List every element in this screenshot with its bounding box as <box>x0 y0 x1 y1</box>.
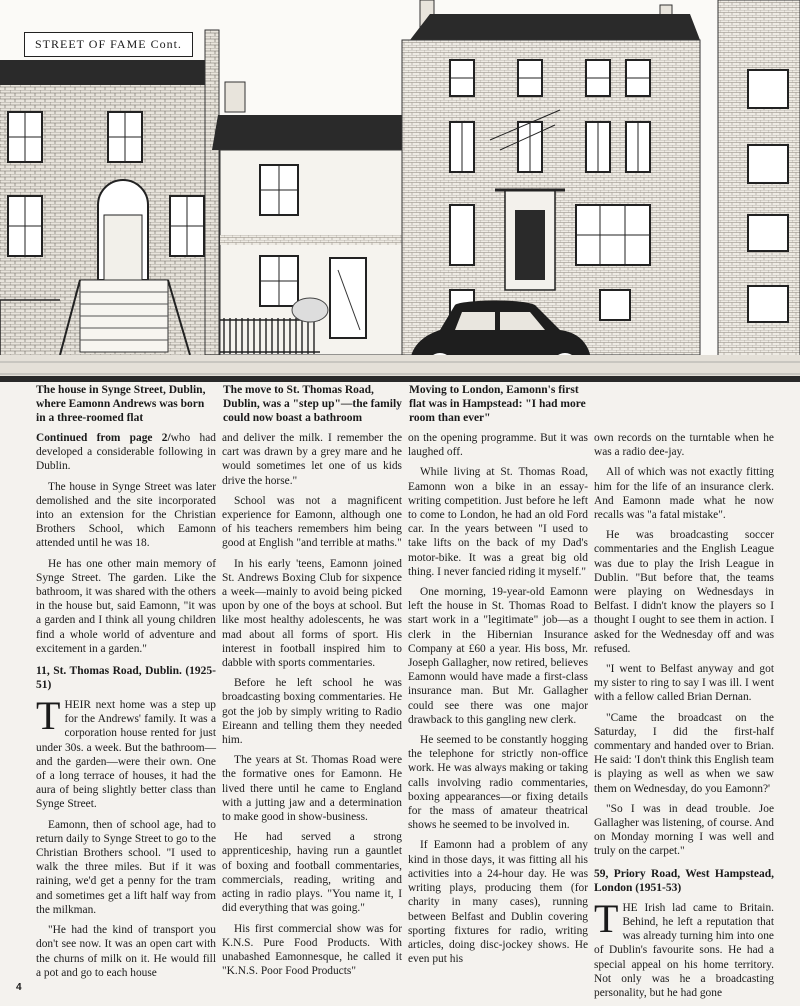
article-column-1 <box>36 431 216 986</box>
paragraph-text: Irish lad came to Britain. Behind, he left a reputation that was already turning him into one of Dublin's favourite sons. He had a special appeal on his home territory. Not only was he a broadcasting personality, but he had gone <box>594 901 774 999</box>
paragraph: He seemed to be constantly hogging the telephone for strictly non-office work. He was always making or taking calls involving radio commentaries, boxing appearances—or fixing details for the mass of amateur theatrical shows he seemed to be involved in. <box>408 734 588 832</box>
paragraph-dropcap <box>594 895 774 1000</box>
paragraph: and deliver the milk. I remember the cart was drawn by a grey mare and he would sometimes let one of us kids drive the horse." <box>222 432 402 487</box>
paragraph: The house in Synge Street was later demolished and the site incorporated into an extension for the Christian Brothers School, which Eamonn attended until he was 18. <box>36 480 216 550</box>
paragraph: He has one other main memory of Synge Street. The garden. Like the bathroom, it was shared with the others in the house but, said Eamonn, "it was a garden and I think all young children find a whole world of adventure and excitement in a garden." <box>36 557 216 655</box>
paragraph: In his early 'teens, Eamonn joined St. Andrews Boxing Club for sixpence a week—mainly to avoid being picked upon by one of the boys at school. But like most healthy adolescents, he was mad about all forms of sport. His interest in football inspired him to dabble with sports commentaries. <box>222 557 402 670</box>
caption-hampstead: Moving to London, Eamonn's first flat was in Hampstead: "I had more room than ever" <box>409 384 586 424</box>
synge-street-house <box>0 30 219 355</box>
right-edge-building <box>718 0 800 360</box>
lead-text: who had developed a considerable following in Dublin. <box>36 432 216 473</box>
small-caps-word: HE <box>622 901 638 914</box>
caption-synge-street: The house in Synge Street, Dublin, where Eamonn Andrews was born in a three-roomed flat <box>36 384 206 424</box>
houses-drawing <box>0 0 800 382</box>
paragraph: If Eamonn had a problem of any kind in those days, it was fitting all his activities into a 24-hour day. He was writing plays, producing them (for charity in many cases), running between Belfast and Dublin covering sporting fixtures for radio, writing articles, doing disc-jockey shows. He even put his <box>408 839 588 966</box>
section-label: STREET OF FAME Cont. <box>24 32 193 57</box>
paragraph: His first commercial show was for K.N.S. Pure Food Products. With unabashed Eamonnesque, he called it "K.N.S. Poor Food Products" <box>222 922 402 978</box>
paragraph: "Came the broadcast on the Saturday, I did the first-half commentary and handed over to Brian. He said: 'I don't think this English team is playing as well as when we saw them on Wednesday, do you Eamonn?' <box>594 711 774 795</box>
article-column-4 <box>594 431 774 1006</box>
paragraph: on the opening programme. But it was laughed off. <box>408 432 588 459</box>
paragraph: "He had the kind of transport you don't see now. It was an open cart with the churns of milk on it. He would fill a pot and go to each house <box>36 924 216 979</box>
drop-cap: T <box>594 895 619 941</box>
paragraph: Before he left school he was broadcasting boxing commentaries. He got the job by simply writing to Radio Eireann and telling them they needed him. <box>222 677 402 747</box>
section-heading-priory-road: 59, Priory Road, West Hampstead, London (1951-53) <box>594 867 774 894</box>
paragraph: "I went to Belfast anyway and got my sister to ring to say I was ill. I went with a fellow called Brian Dernan. <box>594 663 774 704</box>
caption-row <box>36 383 796 431</box>
paragraph: School was not a magnificent experience for Eamonn, although one of his teachers remembers him being good at English "and terrible at maths." <box>222 494 402 550</box>
paragraph: He was broadcasting soccer commentaries and the English League was due to play the Irish League in Dublin. "But before that, the teams were playing on Wednesdays in Belfast. I didn't know the players so I thought I ought to see them in action. I asked for the Wednesday off and was refused. <box>594 529 774 655</box>
st-thomas-road-house <box>212 82 430 355</box>
small-caps-word: HEIR <box>64 699 92 712</box>
column-1-lead <box>36 431 216 474</box>
paragraph: own records on the turntable when he was a radio dee-jay. <box>594 432 774 459</box>
page-number: 4 <box>16 982 22 993</box>
section-heading-st-thomas-road: 11, St. Thomas Road, Dublin. (1925-51) <box>36 665 216 692</box>
paragraph: Eamonn, then of school age, had to return daily to Synge Street to go to the Christian Brothers school. "I used to walk the three miles. But if it was raining, we'd get a penny for the tram and sometimes get a lift half way from the milkman. <box>36 818 216 916</box>
article-column-3 <box>408 431 588 972</box>
article-column-2 <box>222 431 402 984</box>
paragraph-text: next home was a step up for the Andrews' family. It was a corporation house rented for just under 30s. a week. But the bathroom—and the garden—were their own. One of a long terrace of houses, it had the aura of being slightly better class than Synge Street. <box>36 699 216 811</box>
caption-st-thomas-road: The move to St. Thomas Road, Dublin, was a "step up"—the family could now boast a bathroom <box>223 384 402 424</box>
hampstead-house <box>402 0 700 355</box>
paragraph: All of which was not exactly fitting him for the life of an insurance clerk. And Eamonn made what he now recalls was "a fatal mistake". <box>594 466 774 522</box>
drop-cap: T <box>36 693 61 739</box>
street-illustration <box>0 0 800 382</box>
paragraph: "So I was in dead trouble. Joe Gallagher was listening, of course. And on Monday morning I was well and truly on the carpet." <box>594 802 774 858</box>
paragraph: He had served a strong apprenticeship, having run a gauntlet of boxing and football commentaries, commercials, reading, writing and acting in radio plays. "You name it, I did everything that was going." <box>222 831 402 915</box>
paragraph-dropcap <box>36 693 216 812</box>
paragraph: One morning, 19-year-old Eamonn left the house in St. Thomas Road to start work in a "legitimate" job—as a clerk in the Hibernian Insurance Company at £60 a year. His boss, Mr. Joseph Gallagher, now retired, believes Eamonn would have made a first-class insurance man. But Mr. Gallagher could see there was one major drawback to this gangling new clerk. <box>408 586 588 726</box>
continued-note: Continued from page 2/ <box>36 432 171 444</box>
paragraph: The years at St. Thomas Road were the formative ones for Eamonn. He lived there until he came to England with a jutting jaw and a determination to make good in show-business. <box>222 754 402 824</box>
paragraph: While living at St. Thomas Road, Eamonn won a bike in an essay-writing competition. Just before he left to come to London, he had an old Ford car. In the years between "I used to take lifts on the back of my Dad's motor-bike. It was a great big old thing. I never fancied riding it myself." <box>408 466 588 578</box>
